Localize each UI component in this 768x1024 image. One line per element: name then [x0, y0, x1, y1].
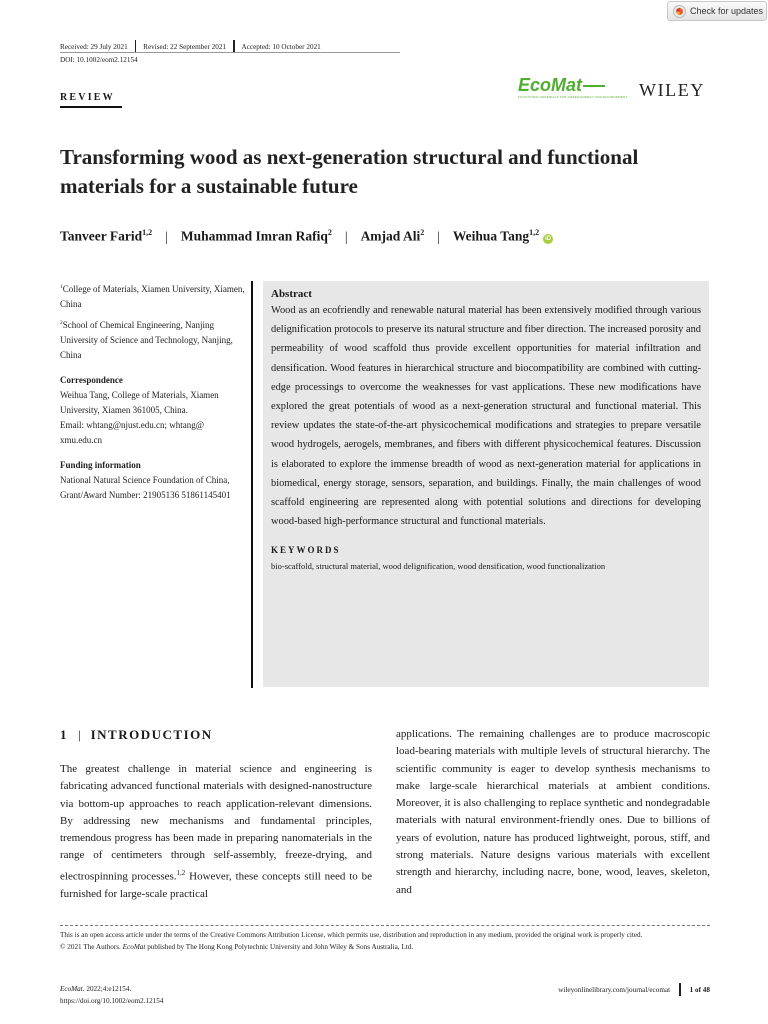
page-number: 1 of 48	[689, 985, 710, 994]
check-for-updates-button[interactable]	[667, 1, 767, 21]
author-separator: |	[165, 228, 168, 244]
funding-heading: Funding information	[60, 460, 141, 470]
license-footnote	[60, 930, 710, 953]
abstract-heading: Abstract	[271, 288, 312, 300]
author[interactable]: Muhammad Imran Rafiq$^2$	[180, 228, 332, 244]
section-label: REVIEW	[60, 92, 115, 103]
accepted-date: Accepted: 10 October 2021	[241, 42, 321, 51]
orcid-icon[interactable]: iD	[545, 235, 552, 242]
crossmark-icon	[673, 5, 686, 18]
author-separator: |	[344, 228, 348, 244]
author-separator: |	[437, 228, 440, 244]
citation-ref[interactable]: 1,2	[176, 868, 186, 877]
funding-text: National Natural Science Foundation of China, Grant/Award Number: 21905136 51861145401	[60, 475, 231, 500]
received-date: Received: 29 July 2021	[60, 42, 128, 51]
author[interactable]: Tanveer Farid$^{1,2}$	[60, 228, 153, 244]
footer-right	[558, 983, 710, 996]
footer-citation: EcoMat. 2022;4:e12154. https://doi.org/10.1002/eom2.12154	[60, 985, 164, 1005]
correspondence-email[interactable]: Email: whtang@njust.edu.cn; whtang@ xmu.edu.cn	[60, 420, 205, 445]
body-column-left: The greatest challenge in material science and engineering is fabricating advanced functional materials with designed-nanostructure via bottom-up approaches to reach application-relevant dimensions. By addressing new mechanisms and fundamental principles, tremendous progress has been made in preparing nanomaterials in the range of centimeters through self-assembly, freeze-drying, and electrospinning processes.$^{1,2}$ However, these concepts still need to be furnished for large-scale practical	[60, 763, 372, 900]
section-number: 1	[60, 727, 68, 742]
section-separator: |	[78, 727, 81, 742]
journal-logo	[518, 76, 628, 99]
doi[interactable]: DOI: 10.1002/eom2.12154	[60, 56, 138, 64]
section-title: INTRODUCTION	[90, 727, 213, 742]
abstract-box	[263, 281, 709, 687]
copyright-text: © 2021 The Authors. EcoMat published by The Hong Kong Polytechnic University and John Wiley & Sons Australia, Ltd.	[60, 942, 414, 951]
article-info-sidebar	[60, 280, 245, 503]
publisher-logo: WILEY	[639, 80, 705, 100]
abstract-text: Wood as an ecofriendly and renewable natural material has been extensively modified through various delignification protocols to preserve its natural structure and fiber direction. The increased porosity and permeability of wood scaffold thus provide excellent opportunities for material infiltration and densification. Wood features in hierarchical structure and biocompatibility are combined with cutting-edge processings to overcome the weaknesses for vast applications. These new modifications have explored the great potentials of wood as a next-generation structural and functional material. This review updates the state-of-the-art physicochemical modifications and strategies to prepare versatile wood hydrogels, aerogels, membranes, and fibers with different physicochemical features. Discussion is elaborated to explore the immense breadth of wood as next-generation material for applications in biomedical, energy storage, sensors, separation, and buildings. Finally, the main challenges of wood scaffold engineering are represented along with potential solutions and directions for developing wood-based high-performance structural and functional materials.	[271, 305, 701, 528]
journal-site-link[interactable]: wileyonlinelibrary.com/journal/ecomat	[558, 985, 671, 994]
divider	[679, 983, 681, 996]
author[interactable]: Weihua Tang$^{1,2}$	[452, 228, 540, 244]
journal-name: EcoMat.	[60, 985, 85, 993]
license-text: This is an open access article under the terms of the Creative Commons Attribution License, which permits use, distribution and reproduction in any medium, provided the original work is properly cited.	[60, 931, 643, 939]
author-list	[60, 228, 553, 245]
check-for-updates-label: Check for updates	[690, 6, 764, 16]
keywords-heading: KEYWORDS	[271, 545, 341, 556]
correspondence-heading: Correspondence	[60, 375, 123, 385]
article-title: Transforming wood as next-generation structural and functional materials for a sustainable future	[60, 145, 639, 198]
sidebar-divider	[251, 281, 253, 688]
header-rule	[60, 52, 400, 53]
revised-date: Revised: 22 September 2021	[143, 42, 227, 51]
section-heading	[60, 727, 213, 743]
footnote-rule	[60, 925, 710, 926]
journal-logo-text: EcoMat	[518, 75, 583, 95]
keywords-text: bio-scaffold, structural material, wood delignification, wood densification, wood functionalization	[271, 561, 606, 572]
journal-tagline: FUNCTIONAL MATERIALS FOR GREEN ENERGY AND ENVIRONMENT	[518, 95, 628, 99]
author[interactable]: Amjad Ali$^2$	[360, 228, 425, 244]
affiliation: $^2$School of Chemical Engineering, Nanjing University of Science and Technology, Nanjing, China	[60, 320, 233, 360]
correspondence-text: Weihua Tang, College of Materials, Xiamen University, Xiamen 361005, China.	[60, 390, 219, 415]
affiliation: $^1$College of Materials, Xiamen University, Xiamen, China	[60, 284, 245, 309]
body-column-right: applications. The remaining challenges are to produce macroscopic load-bearing materials with multiple levels of structural hierarchy. The scientific community is eager to develop synthesis mechanisms to make large-scale hierarchical materials at ambient conditions. Moreover, it is also challenging to replace synthetic and nondegradable materials with natural environment-friendly ones. Due to billions of years of evolution, nature has produced lightweight, porous, stiff, and strong materials. Nature designs various materials with excellent strength and hierarchy, including nacre, bone, wood, leaves, skeleton, and	[396, 728, 710, 896]
section-label-rule	[60, 106, 122, 108]
doi-link[interactable]: https://doi.org/10.1002/eom2.12154	[60, 997, 164, 1005]
